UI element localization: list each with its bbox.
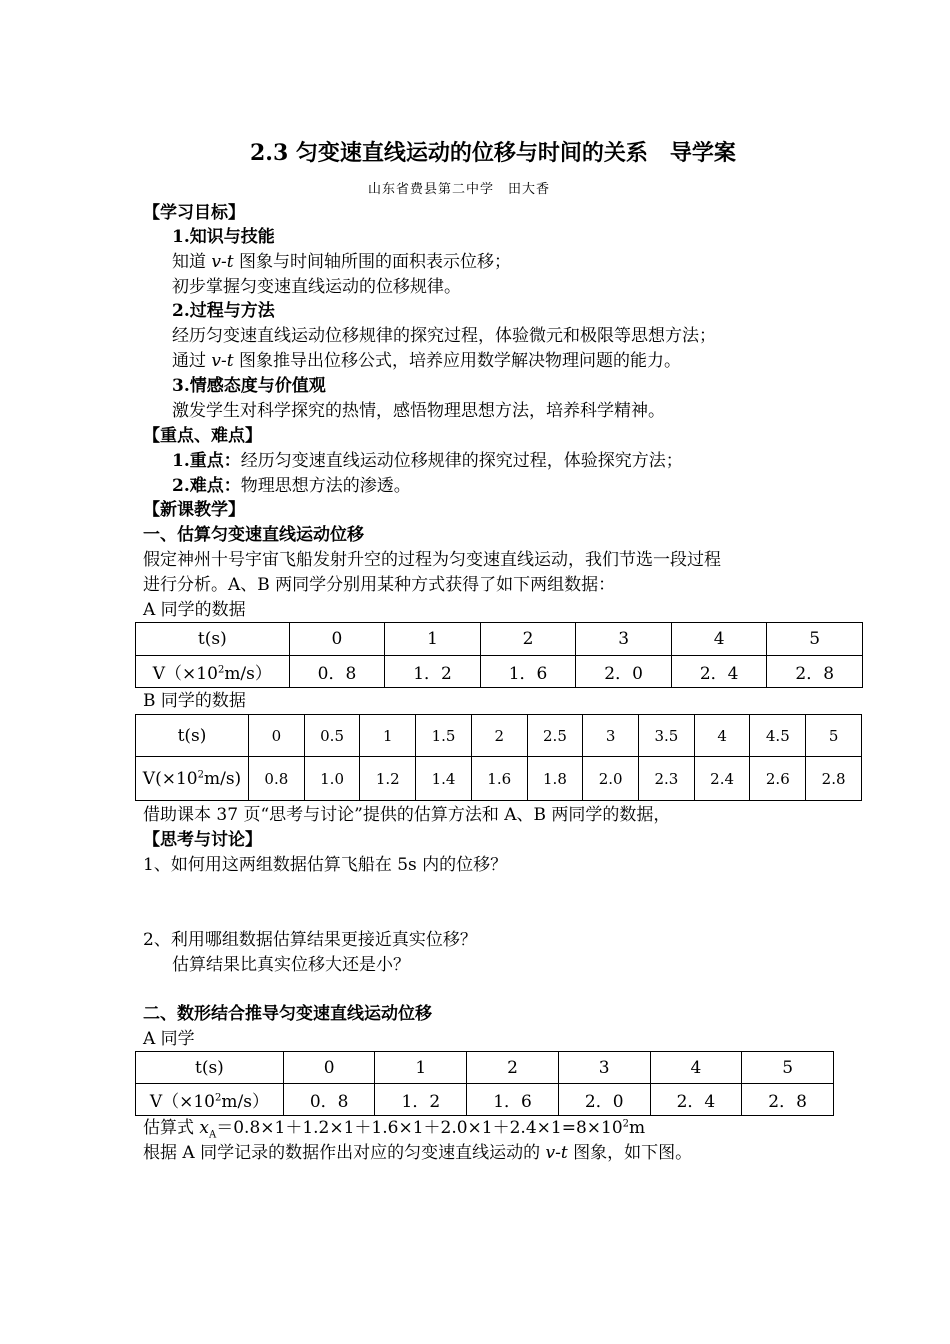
- graph-intro-text: 根据 A 同学记录的数据作出对应的匀变速直线运动的 v-t 图象，如下图。: [143, 1143, 693, 1163]
- table-c-cell: 1: [375, 1052, 467, 1084]
- table-c-cell: 1．6: [467, 1084, 559, 1116]
- table-c-cell: 2．0: [558, 1084, 650, 1116]
- section-2-title: 二、数形结合推导匀变速直线运动位移: [143, 1004, 432, 1024]
- page-title: 2.3 匀变速直线运动的位移与时间的关系 导学案: [250, 140, 736, 166]
- table-b-cell: 1.5: [416, 715, 472, 757]
- table-b-cell: 3: [583, 715, 639, 757]
- objectives-heading: 【学习目标】: [143, 203, 245, 223]
- table-a-cell: 2．0: [576, 656, 672, 688]
- table-a-cell: 2．8: [767, 656, 863, 688]
- table-b-cell: 2.8: [806, 757, 862, 801]
- section-1-paragraph-2: 进行分析。A、B 两同学分别用某种方式获得了如下两组数据：: [143, 575, 616, 595]
- knowledge-item-2: 初步掌握匀变速直线运动的位移规律。: [172, 277, 461, 297]
- table-b-cell: 1.8: [527, 757, 583, 801]
- table-b: [135, 714, 862, 801]
- table-b-cell: 1.0: [304, 757, 360, 801]
- emotion-item-1: 激发学生对科学探究的热情，感悟物理思想方法，培养科学精神。: [172, 401, 665, 421]
- table-b-row-velocity: [136, 757, 862, 801]
- table-c-velocity-header: $V(\times 10^2m/s)$: [136, 1084, 284, 1116]
- table-a-velocity-header: $V(\times 10^2m/s)$: [136, 656, 290, 688]
- table-a-label: A 同学的数据: [143, 600, 246, 620]
- table-b-cell: 2.3: [639, 757, 695, 801]
- table-b-cell: 1: [360, 715, 416, 757]
- table-c-cell: 0．8: [283, 1084, 375, 1116]
- emotion-value-title: 3.情感态度与价值观: [172, 376, 326, 396]
- table-b-cell: 1.4: [416, 757, 472, 801]
- table-a-cell: 1．2: [385, 656, 481, 688]
- table-b-cell: 1.2: [360, 757, 416, 801]
- question-1: 1、如何用这两组数据估算飞船在 5s 内的位移？: [143, 855, 508, 875]
- table-b-cell: 2.6: [750, 757, 806, 801]
- table-b-cell: 5: [806, 715, 862, 757]
- table-b-time-header: t(s): [136, 715, 249, 757]
- key-point-1: 1.重点：经历匀变速直线运动位移规律的探究过程，体验探究方法；: [172, 451, 683, 471]
- section-1-paragraph-1: 假定神州十号宇宙飞船发射升空的过程为匀变速直线运动，我们节选一段过程: [143, 550, 721, 570]
- table-a: [135, 622, 863, 688]
- table-b-cell: 1.6: [471, 757, 527, 801]
- table-a-cell: 1: [385, 623, 481, 656]
- table-a-row-velocity: [136, 656, 863, 688]
- table-b-velocity-header: $V(\times 10^2m/s)$: [136, 757, 249, 801]
- table-b-cell: 3.5: [639, 715, 695, 757]
- key-point-2: 2.难点：物理思想方法的渗透。: [172, 476, 411, 496]
- table-b-cell: 4.5: [750, 715, 806, 757]
- knowledge-skill-title: 1.知识与技能: [172, 227, 275, 247]
- discussion-heading: 【思考与讨论】: [143, 830, 262, 850]
- table-a-cell: 1．6: [480, 656, 576, 688]
- table-a-row-time: [136, 623, 863, 656]
- table-c-cell: 1．2: [375, 1084, 467, 1116]
- table-a-cell: 2．4: [671, 656, 767, 688]
- table-c-row-time: [136, 1052, 834, 1084]
- table-a-cell: 0．8: [289, 656, 385, 688]
- table-c-cell: 3: [558, 1052, 650, 1084]
- table-c: [135, 1051, 834, 1116]
- table-b-label: B 同学的数据: [143, 691, 246, 711]
- process-method-title: 2.过程与方法: [172, 301, 275, 321]
- process-item-2: 通过 v-t 图象推导出位移公式，培养应用数学解决物理问题的能力。: [172, 351, 681, 371]
- table-a-cell: 0: [289, 623, 385, 656]
- table-b-cell: 0.8: [249, 757, 305, 801]
- table-c-cell: 2．4: [650, 1084, 742, 1116]
- table-c-row-velocity: [136, 1084, 834, 1116]
- table-b-cell: 2.4: [694, 757, 750, 801]
- author-line: 山东省费县第二中学 田大香: [368, 182, 551, 197]
- table-b-cell: 0: [249, 715, 305, 757]
- section-1-title: 一、估算匀变速直线运动位移: [143, 525, 364, 545]
- table-c-cell: 5: [742, 1052, 834, 1084]
- new-lesson-heading: 【新课教学】: [143, 500, 245, 520]
- table-a-cell: 3: [576, 623, 672, 656]
- table-b-cell: 0.5: [304, 715, 360, 757]
- table-a-time-header: t(s): [136, 623, 290, 656]
- table-c-cell: 0: [283, 1052, 375, 1084]
- after-tables-text: 借助课本 37 页“思考与讨论”提供的估算方法和 A、B 两同学的数据，: [143, 805, 671, 825]
- table-c-cell: 2．8: [742, 1084, 834, 1116]
- key-points-heading: 【重点、难点】: [143, 426, 262, 446]
- table-c-cell: 2: [467, 1052, 559, 1084]
- table-b-cell: 2.0: [583, 757, 639, 801]
- table-b-row-time: [136, 715, 862, 757]
- table-c-cell: 4: [650, 1052, 742, 1084]
- question-2-followup: 估算结果比真实位移大还是小？: [172, 955, 410, 975]
- estimate-formula: 估算式 $x_A=0.8\times 1+1.2\times 1+1.6\times 1+2.0\times 1+2.4\times 1=8\times 10^2m$: [143, 1118, 646, 1141]
- table-a-cell: 5: [767, 623, 863, 656]
- table-a-cell: 4: [671, 623, 767, 656]
- section-2-a-label: A 同学: [143, 1029, 195, 1049]
- process-item-1: 经历匀变速直线运动位移规律的探究过程，体验微元和极限等思想方法；: [172, 326, 716, 346]
- knowledge-item-1: 知道 v-t 图象与时间轴所围的面积表示位移；: [172, 252, 511, 272]
- table-a-cell: 2: [480, 623, 576, 656]
- table-b-cell: 2.5: [527, 715, 583, 757]
- question-2: 2、利用哪组数据估算结果更接近真实位移？: [143, 930, 477, 950]
- table-c-time-header: t(s): [136, 1052, 284, 1084]
- table-b-cell: 4: [694, 715, 750, 757]
- table-b-cell: 2: [471, 715, 527, 757]
